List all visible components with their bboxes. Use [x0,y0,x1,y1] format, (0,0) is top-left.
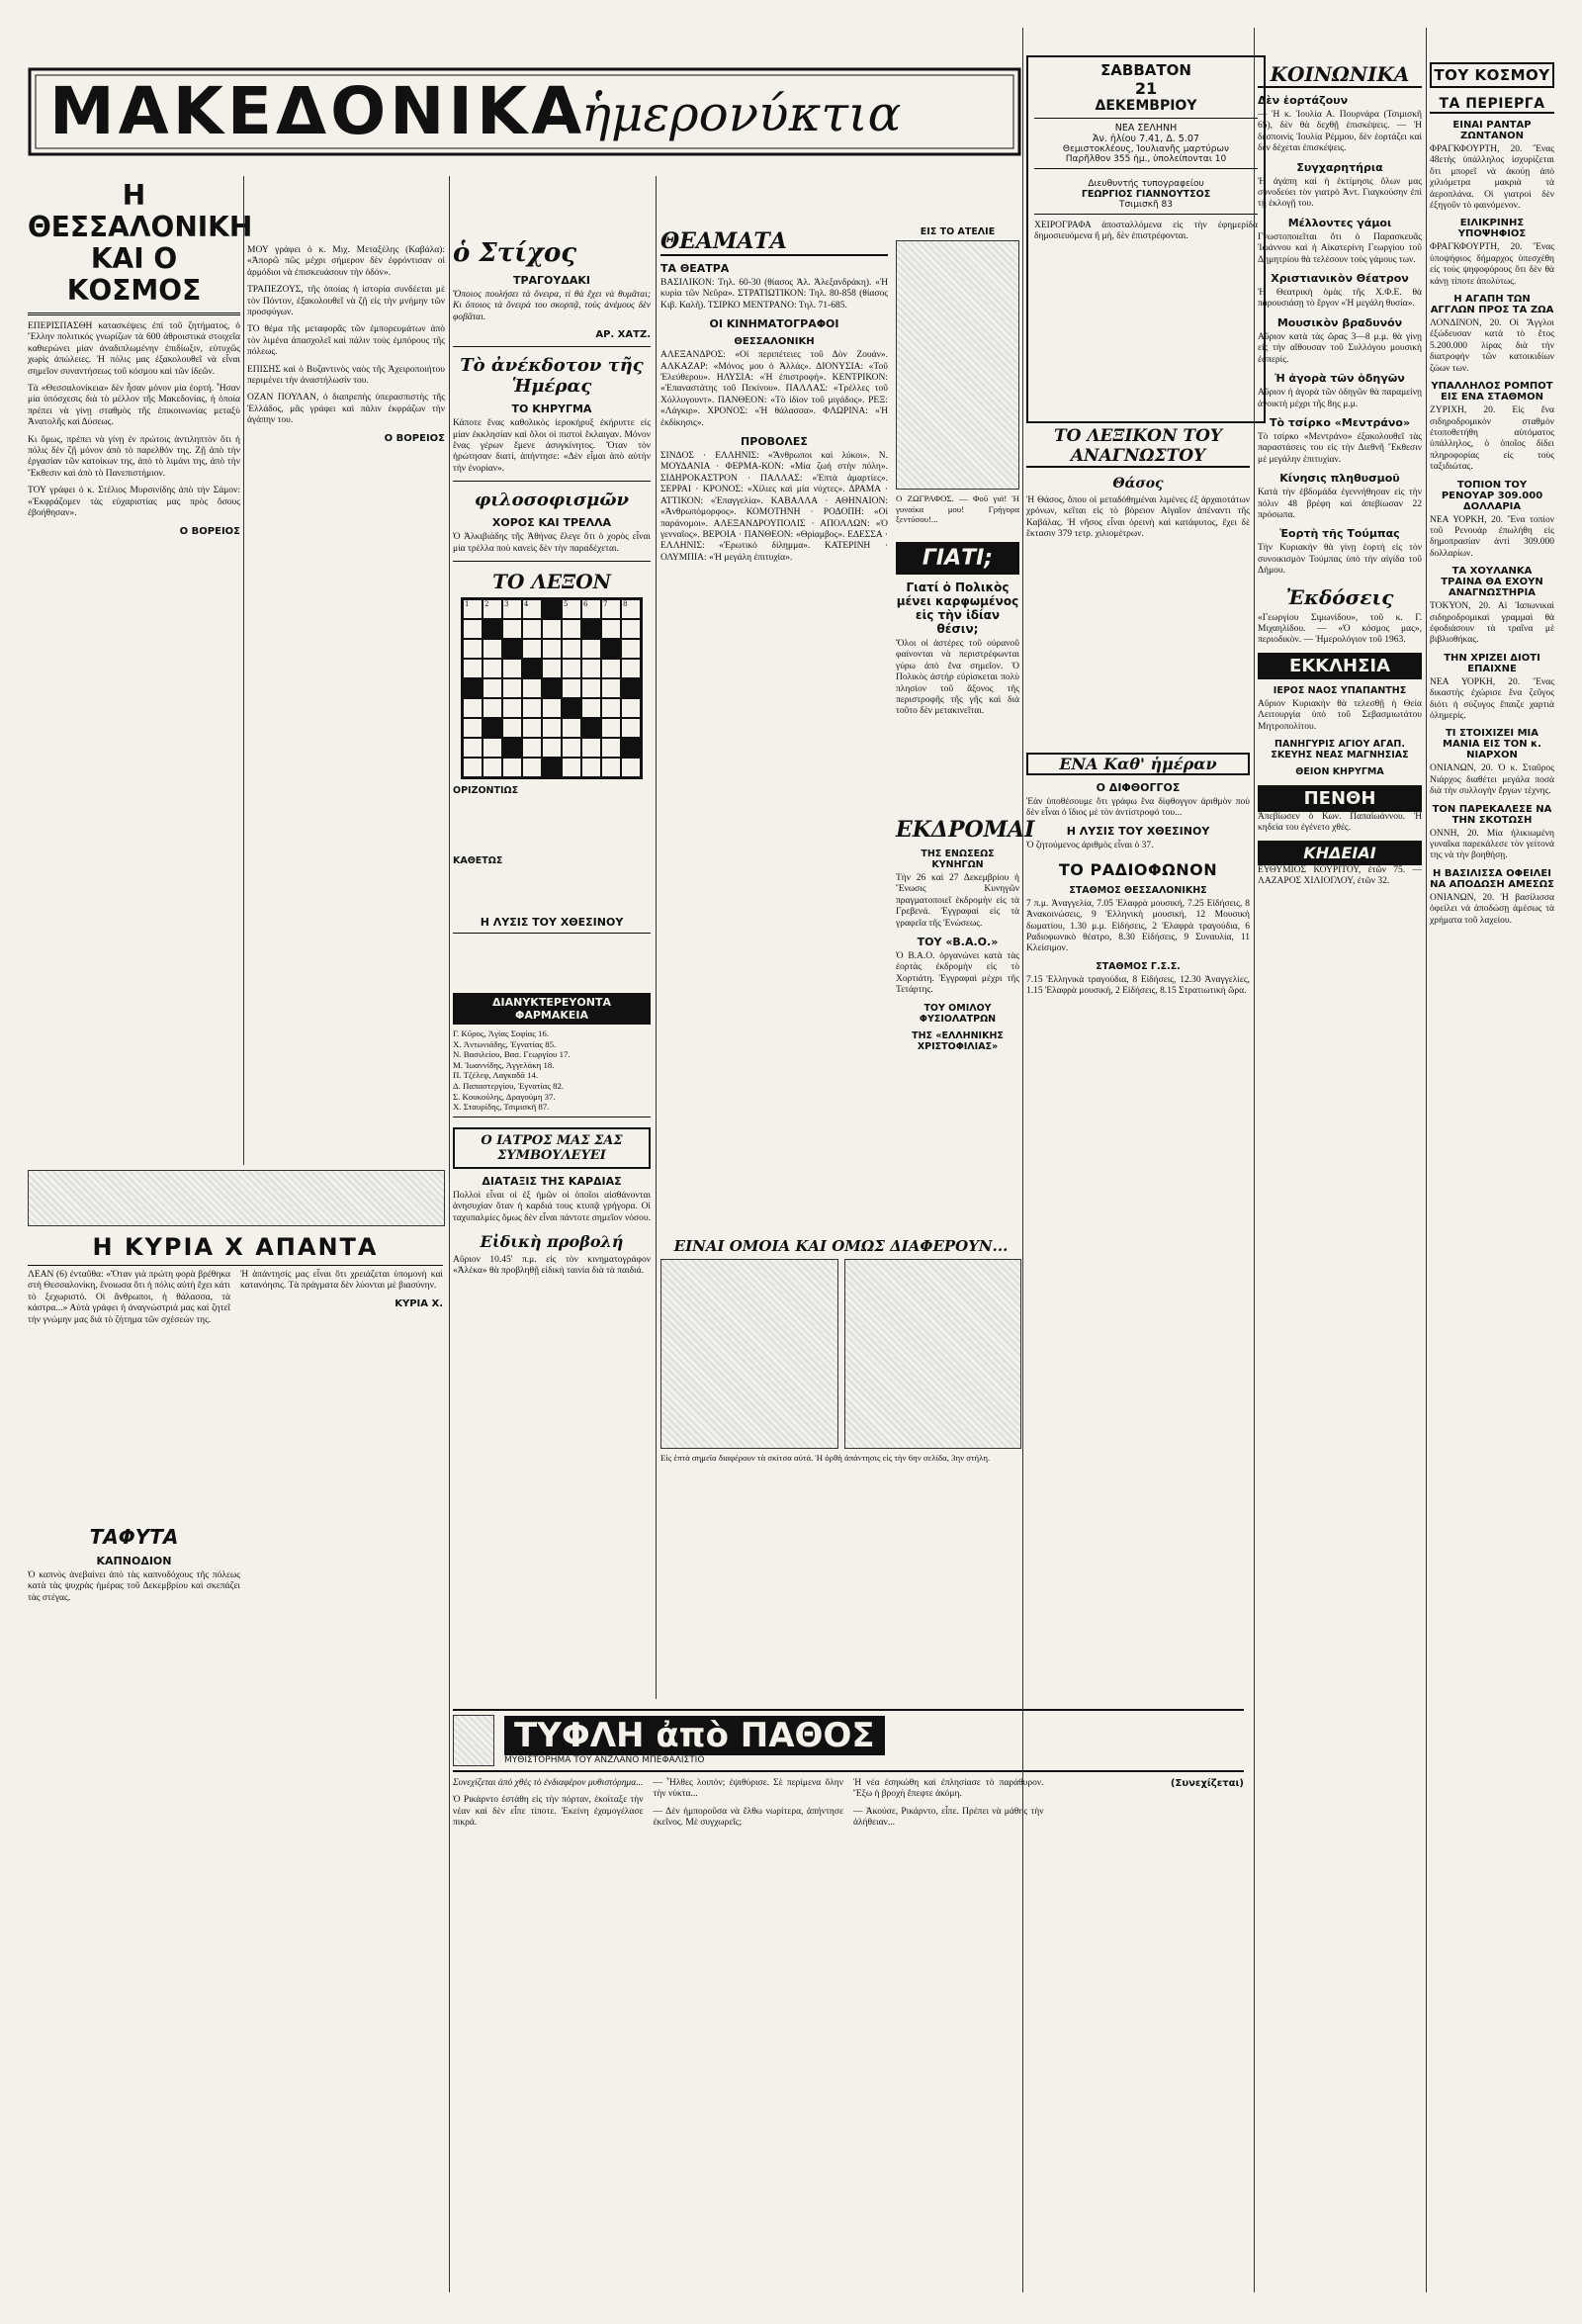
anekdoton-title: Τὸ ἀνέκδοτον τῆς Ἡμέρας [460,355,644,398]
cw-cell[interactable] [502,718,522,738]
lexon-solution-title: Η ΛΥΣΙΣ ΤΟΥ ΧΘΕΣΙΝΟΥ [480,916,624,930]
ta-periergа-title: ΤΑ ΠΕΡΙΕΡΓΑ [1430,96,1554,114]
serial-continued: (Συνεχίζεται) [1170,1778,1244,1789]
cw-cell[interactable] [601,678,621,698]
toleksikon-title: ΤΟ ΛΕΞΙΚΟΝ ΤΟΥ ΑΝΑΓΝΩΣΤΟΥ [1026,426,1250,468]
cw-cell[interactable] [621,619,641,639]
periergа-item [1430,804,1554,862]
filosofismon-title: φιλοσοφισμῶν [475,490,629,511]
spot-difference-title: ΕΙΝΑΙ ΟΜΟΙΑ ΚΑΙ ΟΜΩΣ ΔΙΑΦΕΡΟΥΝ... [673,1237,1009,1255]
periergа-item-title: ΤΗΝ ΧΡΙΖΕΙ ΔΙΟΤΙ ΕΠΑΙΧΝΕ [1444,652,1540,674]
periergа-item-title: ΤΑ ΧΟΥΛΑΝΚΑ ΤΡΑΙΝΑ ΘΑ ΕΧΟΥΝ ΑΝΑΓΝΩΣΤΗΡΙΑ [1441,566,1543,599]
periergа-item-text: ΟΝΙΑΝΩΝ, 20. Ἡ βασίλισσα ὀφείλει νὰ ἀποδώσῃ ἀμέσως τὰ χρήματα τοῦ λαχείου. [1430,892,1554,926]
cw-cell[interactable] [601,718,621,738]
cw-cell[interactable] [562,639,581,659]
cw-cell[interactable] [621,718,641,738]
newspaper-page [28,28,1554,2296]
atelie-title: ΕΙΣ ΤΟ ΑΤΕΛΙΕ [920,226,996,237]
pharmacy-item: Χ. Σταυρίδης, Τσιμισκῆ 87. [453,1102,550,1113]
column-divider [1426,28,1427,2292]
cw-block [621,738,641,758]
cw-cell[interactable] [562,718,581,738]
cw-block [581,718,601,738]
spot-difference-right [844,1259,1022,1449]
cw-block [463,678,483,698]
periergа-item [1430,566,1554,647]
cw-block [522,659,542,678]
periergа-item [1430,120,1554,212]
periergа-item [1430,653,1554,723]
director-address: Τσιμισκῆ 83 [1118,200,1174,210]
periergа-item-text: ΟΝΝΗ, 20. Μία ἡλικιωμένη γυναῖκα παρεκάλεσε τὸν γείτονά της νὰ τὴν βοηθήσῃ. [1430,828,1554,861]
filosofismon-text: Ὁ Ἀλκιβιάδης τῆς Ἀθήνας ἔλεγε ὅτι ὁ χορὸς εἶναι μία τρέλλα ποὺ κανεὶς δὲν τὴν παραδέχεται. [453,532,651,554]
col1-p4: ΤΟΥ γράφει ὁ κ. Στέλιος Μυρσινίδης ἀπὸ τὴν Σάμον: «Ἐκφράζομεν τὰς εὐχαριστίας μας πρὸς ὅσους ἐβοήθησαν». [28,486,240,519]
cw-cell[interactable] [542,698,562,718]
pharmacy-item: Γ. Κῦρος, Ἁγίας Σοφίας 16. [453,1028,549,1039]
date-number: 21 [1134,79,1158,98]
doctor-advice-text: Πολλοὶ εἶναι οἱ ἐξ ἡμῶν οἱ ὁποῖοι αἰσθάνονται ἀνησυχίαν ὅταν ἡ καρδιά τους κτυπᾷ γρήγορα. Οἱ ταχυπαλμίες ὅμως δὲν εἶναι πάντοτε σημεῖον νόσου. [453,1190,651,1223]
cw-block [621,678,641,698]
cw-cell[interactable] [542,659,562,678]
periergа-item [1430,480,1554,561]
cw-cell[interactable] [502,698,522,718]
masthead-title: ΜΑΚΕΔΟΝΙΚΑ [49,73,586,149]
atelie-picture [896,240,1019,490]
col1-p1: ΕΠΕΡΙΣΠΑΣΘΗ κατασκέψεις ἐπί τοῦ ζητήματος, ὁ Ἕλλην πολιτικός γνωρίζων τὰ 600 ἀθροιστικά στοιχεῖα καθιερώνει μίαν ἀναδιπλωμένην ἐπιδίωξιν, εὐτυχῶς χωρὶς ἀπώλειες. Ἡ πόλις μας ἐξακολουθεῖ νὰ εἶναι σημεῖον συναντήσεως τοῦ κόσμου καὶ τῶν ἰδεῶν. [28,321,240,377]
spot-difference-caption: Εἰς ἑπτὰ σημεῖα διαφέρουν τὰ σκίτσα αὐτά. Ἡ ὀρθὴ ἀπάντησις εἰς τὴν 6ην σελίδα, 3ην στήλη. [660,1453,991,1463]
cw-cell[interactable] [621,698,641,718]
col1-p3: Κι ὅμως, πρέπει νὰ γίνῃ ἐν πρώτοις ἀντιληπτὸν ὅτι ἡ πόλις δὲν ζῇ μόνον ἀπὸ τὸ παρελθόν της. Ζῇ ἀπὸ τὴν ἐργασίαν τῶν κατοίκων της, ἀπὸ τὸ λιμάνι της, ἀπὸ τὴν Ἔκθεσιν καὶ ἀπὸ τὸ Πανεπιστήμιον. [28,434,240,479]
giati-title: ΓΙΑΤΙ; [896,542,1019,575]
kyrigma-title: ΤΟ ΚΗΡΥΓΜΑ [511,402,592,416]
cw-cell[interactable]: 3 [502,599,522,619]
enakathimeran-title: ΕΝΑ Καθ' ἡμέραν [1026,753,1250,775]
stichos-signature: ΑΡ. ΧΑΤΖ. [595,329,651,341]
cw-cell[interactable] [483,659,502,678]
column-divider [243,176,244,1165]
pharmacy-item: Δ. Παπαστεργίου, Ἐγνατίας 82. [453,1081,565,1092]
agora-text: Αὔριον ἡ ἀγορὰ τῶν ὁδηγῶν θὰ παραμείνῃ ἀνοικτὴ μέχρι τῆς 8ης μ.μ. [1258,388,1422,409]
col2-p5: ΟΖΑΝ ΠΟΥΛΑΝ, ὁ διαπρεπὴς ὑπερασπιστὴς τῆς Ἑλλάδος, μᾶς γράφει καὶ πάλιν ἐκφράζων τὴν ἀγάπην του. [247,393,445,426]
masthead-script: ἡμερονύκτια [581,85,902,142]
col2-p2: ΤΡΑΠΕΖΟΥΣ, τῆς ὁποίας ἡ ἱστορία συνδέεται μὲ τὸν Πόντον, ἐξακολουθεῖ νὰ ζῇ εἰς τὴν μνήμην τῶν προσφύγων. [247,285,445,318]
pharmacy-item: Μ. Ἰωαννίδης, Ἀγγελάκη 18. [453,1059,555,1070]
periergа-item-text: ΦΡΑΓΚΦΟΥΡΤΗ, 20. Ἕνας 48ετὴς ὑπάλληλος ἰσχυρίζεται ὅτι μπορεῖ νὰ ἀκούῃ ἀπὸ χιλιόμετρα μακριὰ τὰ ἀεροπλάνα. Οἱ γιατροὶ δὲν ἐξηγοῦν τὸ φαινόμενον. [1430,144,1554,212]
column-divider [656,176,657,1699]
cw-block [542,678,562,698]
periergа-item-text: ΟΝΙΑΝΩΝ, 20. Ὁ κ. Σταῦρος Νιάρχος διαθέτει μεγάλα ποσὰ διὰ τὴν συλλογὴν ἔργων τέχνης. [1430,763,1554,797]
cw-cell[interactable] [601,659,621,678]
theatra-text: ΒΑΣΙΛΙΚΟΝ: Τηλ. 60-30 (θίασος Ἀλ. Ἀλεξανδράκη). «Ἡ κυρία τῶν Νεῦρα». ΣΤΡΑΤΙΩΤΙΚΟΝ: Τηλ. 80-858 (θίασος Κιβ. Καλῆ). ΤΣΙΡΚΟ ΜΕΝΤΡΑΝΟ: Τηλ. 71-685. [660,278,888,311]
cw-cell[interactable]: 2 [483,599,502,619]
gamoi-text: Γνωστοποιεῖται ὅτι ὁ Παρασκευᾶς Ἰωάννου καὶ ἡ Αἰκατερίνη Γεωργίου τοῦ Δημητρίου θὰ τελέσουν τοὺς γάμους των. [1258,231,1422,265]
column-4 [660,221,888,570]
cw-cell[interactable] [502,659,522,678]
ekklisia-subtitle: ΙΕΡΟΣ ΝΑΟΣ ΥΠΑΠΑΝΤΗΣ [1273,684,1407,696]
cw-cell[interactable] [562,758,581,777]
cw-block [502,639,522,659]
cw-cell[interactable] [463,718,483,738]
column-divider [449,176,450,2292]
provoles-text: ΣΙΝΔΟΣ · ΕΛΛΗΝΙΣ: «Ἄνθρωποι καὶ λύκοι». Ν. ΜΟΥΔΑΝΙΑ · ΦΕΡΜΑ-ΚΟΝ: «Μία ζωή στὴν πόλη». ΣΙΔΗΡΟΚΑΣΤΡΟΝ · ΠΑΛΛΑΣ: «Ἐπτὰ ἁμαρτίες». ΣΕΡΡΑΙ · ΚΡΟΝΟΣ: «Χίλιες καὶ μία νύχτες». ΔΡΑΜΑ · ΑΤΤΙΚΟΝ: «Ἐπαγγελία». ΚΑΒΑΛΛΑ · ΑΘΗΝΑΙΟΝ: «Ἀνθρωπόμορφος». ΚΟΜΟΤΗΝΗ · ΡΟΔΟΠΗ: «Οἱ παράνομοι». ΑΛΕΞΑΝΔΡΟΥΠΟΛΙΣ · ΑΠΟΛΛΩΝ: «Ὁ γενναῖος». ΒΕΡΟΙΑ · ΠΑΝΘΕΟΝ: «Θρίαμβος». ΕΔΕΣΣΑ · ΕΛΛΗΝΙΣ: «Ἐρωτικὸ δίλημμα». ΚΑΤΕΡΙΝΗ · ΟΛΥΜΠΙΑ: «Ἡ μεγάλη ἐπιτυχία». [660,451,888,563]
cw-cell[interactable] [581,698,601,718]
kideiai-title: ΚΗΔΕΙΑΙ [1258,841,1422,865]
cw-cell[interactable] [502,758,522,777]
cw-cell[interactable] [522,718,542,738]
katheta-label: ΚΑΘΕΤΩΣ [453,855,503,867]
cw-cell[interactable] [621,639,641,659]
cw-cell[interactable] [581,678,601,698]
periergа-item-text: ΦΡΑΓΚΦΟΥΡΤΗ, 20. Ἕνας ὑποψήφιος δήμαρχος ὑπεσχέθη εἰς τοὺς ψηφοφόρους ὅτι δὲν θὰ κάνῃ τίποτε ἀπολύτως. [1430,242,1554,287]
sygharitiria-text: Ἡ ἀγάπη καὶ ἡ ἐκτίμησις ὅλων μας συνοδεύει τὸν γιατρὸ Ἀντ. Γιαγκούσην ἐπὶ τῇ ἐκλογῇ του. [1258,176,1422,210]
ekdromai-text: Τὴν 26 καὶ 27 Δεκεμβρίου ἡ Ἕνωσις Κυνηγῶν πραγματοποιεῖ ἐκδρομὴν εἰς τὰ Γρεβενά. Ἐγγραφαὶ εἰς τὰ γραφεῖα τῆς Ἑνώσεως. [896,873,1019,929]
cw-cell[interactable] [522,758,542,777]
pharmacy-item: Σ. Κουκούλης, Δραγούμη 37. [453,1091,556,1102]
cw-cell[interactable] [502,678,522,698]
cw-cell[interactable] [542,738,562,758]
difthoggos-text: Ἐὰν ὑποθέσουμε ὅτι γράφω ἕνα δίφθογγον ἀριθμὸν ποὺ δὲν εἶναι ὁ ἴδιος μὲ τὸν ἀντίστροφό του... [1026,796,1250,819]
masthead [28,28,1021,176]
kyria-x-text-2: Ἡ ἀπάντησίς μας εἶναι ὅτι χρειάζεται ὑπομονὴ καὶ κατανόησις. Τὰ πράγματα δὲν λύονται μὲ βιασύνην. [240,1270,443,1292]
date-sun: Ἀν. ἡλίου 7.41, Δ. 5.07 [1093,134,1199,144]
column-3 [453,230,651,1284]
periergа-item-text: ΤΟΚΥΟΝ, 20. Αἱ Ἰαπωνικαὶ σιδηροδρομικαὶ γραμμαὶ θὰ ἐφοδιάσουν τὰ τραῖνα μὲ βιβλιοθήκας. [1430,601,1554,646]
periergа-item-text: ΝΕΑ ΥΟΡΚΗ, 20. Ἕνας δικαστὴς ἐχώρισε ἕνα ζεῦγος διότι ἡ σύζυγος ἔπαιζε χαρτιὰ ὁλημερίς. [1430,676,1554,721]
stichos-subtitle: ΤΡΑΓΟΥΔΑΚΙ [512,274,591,287]
spot-difference-picture [660,1259,1021,1449]
penthi-text: Ἀπεβίωσεν ὁ Κων. Παπαϊωάννου. Ἡ κηδεία του ἐγένετο χθές. [1258,812,1422,834]
tou-kosmou-title: ΤΟΥ ΚΟΣΜΟΥ [1430,62,1554,88]
eorti-title: Ἑορτὴ τῆς Τούμπας [1279,527,1400,541]
cw-cell[interactable] [621,659,641,678]
periergа-item-title: ΕΙΝΑΙ ΡΑΝΤΑΡ ΖΩΝΤΑΝΟΝ [1452,120,1532,141]
tsirko-text: Τὸ τσίρκο «Μεντράνο» ἐξακολουθεῖ τὰς παραστάσεις του εἰς τὴν Διεθνῆ Ἔκθεσιν μὲ μεγάλην ἐπιτυχίαν. [1258,431,1422,465]
kinisis-title: Κίνησις πληθυσμοῦ [1279,472,1400,486]
masthead-banner [28,67,1021,156]
cw-block [542,599,562,619]
spot-difference [660,1229,1021,1470]
cw-cell[interactable] [463,758,483,777]
theamata-title: ΘΕΑΜΑΤΑ [660,228,888,256]
serial-subtitle: ΜΥΘΙΣΤΟΡΗΜΑ ΤΟΥ ΑΝΖΛΑΝΟ ΜΠΕΦΑΛΙΣΤΙΟ [504,1755,705,1765]
giati-section [896,542,1019,724]
cw-cell[interactable] [522,738,542,758]
column-6 [1258,62,1422,894]
den-eortazoun-text: — Ἡ κ. Ἰουλία Α. Πουρνάρα (Τσιμισκῆ 65), δὲν θὰ δεχθῇ ἐπισκέψεις. — Ἡ δεσποινὶς Ἰουλία Ρέμμου, δὲν ἑορτάζει καὶ δὲν δέχεται ἐπισκέψεις. [1258,110,1422,154]
periergа-item-title: ΤΙ ΣΤΟΙΧΙΖΕΙ ΜΙΑ ΜΑΝΙΑ ΕΙΣ ΤΟΝ κ. ΝΙΑΡΧΟΝ [1443,728,1541,761]
provoles-title: ΠΡΟΒΟΛΕΣ [741,435,808,449]
column-divider [1022,28,1023,2292]
column-5 [1026,418,1250,1004]
theatron-title: Χριστιανικὸν Θέατρον [1271,272,1409,286]
cw-cell[interactable] [522,678,542,698]
giati-text: Ὅλοι οἱ ἀστέρες τοῦ οὐρανοῦ φαίνονται νὰ περιστρέφωνται γύρω ἀπὸ ἕνα σημεῖον. Ὁ Πολικὸς ἀστὴρ εὑρίσκεται πολὺ πλησίον τοῦ ἄξονος τῆς περιστροφῆς τῆς γῆς καὶ διὰ τοῦτο δὲν μετακινεῖται. [896,639,1019,717]
doctor-advice-title: Ο ΙΑΤΡΟΣ ΜΑΣ ΣΑΣ ΣΥΜΒΟΥΛΕΥΕΙ [453,1127,651,1169]
cw-cell[interactable] [483,758,502,777]
cw-cell[interactable] [463,659,483,678]
cw-cell[interactable] [483,678,502,698]
kine-title: ΟΙ ΚΙΝΗΜΑΤΟΓΡΑΦΟΙ [709,317,839,331]
tafyta-section [28,1521,240,1610]
pharmacy-item: Π. Τζέλεφ, Λαγκαδᾶ 14. [453,1070,539,1081]
cw-block [581,619,601,639]
date-day: ΣΑΒΒΑΤΟΝ [1100,61,1191,79]
special-screening-title: Εἰδικὴ προβολή [480,1232,624,1252]
serial-portrait [453,1715,494,1766]
periergа-item [1430,294,1554,375]
radio-title: ΤΟ ΡΑΔΙΟΦΩΝΟΝ [1058,859,1218,879]
difthoggos-solution: Ὁ ζητούμενος ἀριθμὸς εἶναι ὁ 37. [1026,841,1154,851]
theion-title: ΘΕΙΟΝ ΚΗΡΥΓΜΑ [1295,766,1384,777]
periergа-item-title: ΤΟΝ ΠΑΡΕΚΑΛΕΣΕ ΝΑ ΤΗΝ ΣΚΟΤΩΣΗ [1432,803,1552,826]
serial-p2: — Ἦλθες λοιπόν; ἐψιθύρισε. Σὲ περίμενα ὅλην τὴν νύκτα... [653,1778,843,1800]
ekdromai-title: ΕΚΔΡΟΜΑΙ [896,817,1035,843]
col2-signature: Ο ΒΟΡΕΙΟΣ [384,432,445,444]
panigyris-title: ΠΑΝΗΓΥΡΙΣ ΑΓΙΟΥ ΑΓΑΠ. ΣΚΕΥΗΣ ΝΕΑΣ ΜΑΓΝΗΣΙΑΣ [1271,739,1409,760]
ekklisia-text: Αὔριον Κυριακὴν θὰ τελεσθῇ ἡ Θεία Λειτουργία ὑπὸ τοῦ Σεβασμιωτάτου Μητροπολίτου. [1258,698,1422,732]
tsirko-title: Τὸ τσίρκο «Μεντράνο» [1269,415,1411,429]
cw-cell[interactable] [562,619,581,639]
pharmacies-list [453,1028,651,1113]
den-eortazoun-title: Δὲν ἑορτάζουν [1258,94,1349,107]
thasos-text: Ἡ Θάσος, ὅπου οἱ μεταδόθημέναι λιμένες ἐξ ἀρχαιοτάτων χρόνων, κεῖται εἰς τὸ βόρειον Αἰγαῖον ἀπέναντι τῆς Καβάλας. Ἡ νῆσος εἶναι ὀρεινὴ καὶ κατάφυτος, ἔχει δὲ ἔκτασιν 379 τετρ. χιλιομέτρων. [1026,495,1250,540]
periergа-item [1430,381,1554,473]
cw-cell[interactable] [601,758,621,777]
theatron-text: Ἡ Θεατρικὴ ὁμὰς τῆς Χ.Φ.Ε. θὰ παρουσιάσῃ τὸ ἔργον «Ἡ μεγάλη θυσία». [1258,288,1422,310]
difthoggos-solution-title: Η ΛΥΣΙΣ ΤΟΥ ΧΘΕΣΙΝΟΥ [1066,825,1210,839]
cw-cell[interactable]: 4 [522,599,542,619]
mousikon-title: Μουσικὸν βραδυνόν [1276,315,1403,329]
penthi-title: ΠΕΝΘΗ [1258,785,1422,812]
cherubs-illustration [28,1170,445,1226]
radio-text-2: 7.15 Ἑλληνικὰ τραγούδια, 8 Εἰδήσεις, 12.30 Ἀναγγελίες, 1.15 Ἐλαφρὰ μουσική, 2 Εἰδήσεις, 8.15 Στρατιωτικὴ ὥρα. [1026,974,1250,997]
cw-cell[interactable] [483,738,502,758]
radio-station-1: ΣΤΑΘΜΟΣ ΘΕΣΣΑΛΟΝΙΚΗΣ [1069,884,1207,896]
mousikon-text: Αὔριον κατὰ τὰς ὥρας 3—8 μ.μ. θὰ γίνῃ εἰς τὴν αἴθουσαν τοῦ Συλλόγου μουσικὴ ἐσπερίς. [1258,331,1422,365]
cw-block [483,619,502,639]
periergа-item-text: ΝΕΑ ΥΟΡΚΗ, 20. Ἕνα τοπίον τοῦ Ρενουάρ ἐπωλήθη εἰς δημοπρασίαν ἀντὶ 309.000 δολλαρίων. [1430,514,1554,559]
cw-cell[interactable] [601,698,621,718]
filosofismon-subtitle: ΧΟΡΟΣ ΚΑΙ ΤΡΕΛΛΑ [491,516,612,530]
kyrigma-text: Κάποτε ἕνας καθολικὸς ἱεροκήρυξ ἐκήρυττε εἰς μίαν ἐκκλησίαν καὶ ὅλοι οἱ πιστοὶ ἔκλαιγαν. Μόνον ἕνας γέρων ἔμενε ἀσυγκίνητος. Ὅταν τὸν ἠρώτησαν διατί, ἀπήντησε: «Δὲν εἶμαι ἀπὸ αὐτὴν τὴν ἐνορίαν». [453,418,651,474]
kyria-x-signature: ΚΥΡΙΑ Χ. [395,1297,443,1309]
christofilia-title: ΤΗΣ «ΕΛΛΗΝΙΚΗΣ ΧΡΙΣΤΟΦΙΛΙΑΣ» [912,1029,1004,1052]
radio-station-2: ΣΤΑΘΜΟΣ Γ.Σ.Σ. [1096,960,1181,972]
cw-block [483,718,502,738]
spot-difference-left [660,1259,838,1449]
difthoggos-title: Ο ΔΙΦΘΟΓΓΟΣ [1096,780,1181,794]
tafyta-title: ΤΑΦΥΤΑ [89,1525,179,1549]
serial-p1: Ὁ Ρικάρντο ἐστάθη εἰς τὴν πόρταν, ἐκοίταξε τὴν νέαν καὶ δὲν εἶπε τίποτε. Ἐκείνη ἐχαμογέλασε πικρά. [453,1795,644,1829]
pharmacy-item: Χ. Ἀντωνιάδης, Ἐγνατίας 85. [453,1038,557,1049]
kideiai-text: ΕΥΘΥΜΙΟΣ ΚΟΥΡΙΤΟΥ, ἐτῶν 75. — ΛΑΖΑΡΟΣ ΧΙΛΙΟΓΛΟΥ, ἐτῶν 32. [1258,864,1422,887]
cw-cell[interactable] [483,698,502,718]
col1-p2: Τὰ «Θεσσαλονίκεια» δὲν ἦσαν μόνον μία ἐορτή. Ἦσαν μία ὑπόσχεσις διὰ τὸ μέλλον τῆς Μακεδονίας, ἡ ὁποία πρέπει νὰ γίνῃ σταθμὸς τῆς ἐπικοινωνίας μεταξὺ Ἀνατολῆς καὶ Δύσεως. [28,384,240,428]
kyria-x-title: Η ΚΥΡΙΑ Χ ΑΠΑΝΤΑ [92,1233,379,1261]
stichos-poem: Ὅποιος πουλήσει τὰ ὄνειρα, τὶ θὰ ἔχει νὰ θυμᾶται; Κι ὅποιος τὰ ὄνειρά του σκορπᾷ, τοὺς ἀνέμους δὲν φοβᾶται. [453,290,651,322]
col2-p1: ΜΟΥ γράφει ὁ κ. Μιχ. Μεταξέλης (Καβάλα): «Ἀπορῶ πῶς μέχρι σήμερον δὲν ἐφρόντισαν οἱ ἁρμόδιοι νὰ ἐπισκευάσουν τὴν ὁδόν». [247,245,445,278]
cw-cell[interactable] [621,758,641,777]
ekdoseis-text: «Γεωργίου Σιμωνίδου», τοῦ κ. Γ. Μιχαηλίδου. — «Ὁ κόσμος μας», περιοδικὸν. — Ἡμερολόγιον τοῦ 1963. [1258,612,1422,646]
cw-block [562,698,581,718]
theatra-title: ΤΑ ΘΕΑΤΡΑ [660,262,730,275]
cw-block [502,738,522,758]
cw-cell[interactable]: 8 [621,599,641,619]
gamoi-title: Μέλλοντες γάμοι [1287,216,1392,229]
periergа-item-title: ΕΙΛΙΚΡΙΝΗΣ ΥΠΟΨΗΦΙΟΣ [1457,218,1527,240]
atelie-cartoon [896,221,1019,531]
periergа-item-title: ΥΠΑΛΛΗΛΟΣ ΡΟΜΠΟΤ ΕΙΣ ΕΝΑ ΣΤΑΘΜΟΝ [1431,381,1553,403]
ekdromai-subtitle: ΤΗΣ ΕΝΩΣΕΩΣ ΚΥΝΗΓΩΝ [921,849,995,870]
periergа-item-title: Η ΑΓΑΠΗ ΤΩΝ ΑΓΓΛΩΝ ΠΡΟΣ ΤΑ ΖΩΑ [1430,294,1554,316]
giati-question: Γιατί ὁ Πολικὸς μένει καρφωμένος εἰς τὴν ἰδίαν θέσιν; [896,581,1019,636]
cw-cell[interactable] [522,619,542,639]
agora-title: Ἡ ἀγορὰ τῶν ὁδηγῶν [1274,372,1405,386]
cw-cell[interactable] [502,619,522,639]
cw-cell[interactable] [581,639,601,659]
col1-headline: Η ΘΕΣΣΑΛΟΝΙΚΗ ΚΑΙ Ο ΚΟΣΜΟΣ [28,179,253,307]
tafyta-subtitle: ΚΑΠΝΟΔΙΟΝ [96,1555,172,1567]
pharmacy-item: Ν. Βασιλείου, Βασ. Γεωργίου 17. [453,1049,571,1060]
cw-cell[interactable]: 7 [601,599,621,619]
date-month: ΔΕΚΕΜΒΡΙΟΥ [1095,98,1197,114]
cw-cell[interactable] [562,659,581,678]
director-title: Διευθυντής τυπογραφείου [1088,179,1204,189]
periergа-item [1430,218,1554,288]
stichos-title: ὁ Στίχος [453,238,577,268]
serial-p5: — Ἀκούσε, Ρικάρντο, εἶπε. Πρέπει νὰ μάθης τὴν ἀλήθειαν... [853,1806,1044,1829]
bao-text: Ὁ Β.Α.Ο. ὀργανώνει κατὰ τὰς ἑορτὰς ἐκδρομὴν εἰς τὸ Χορτιάτη. Ἐγγραφαὶ μέχρι τῆς Τετάρτης. [896,951,1019,996]
bao-title: ΤΟΥ «Β.Α.Ο.» [917,936,999,949]
cw-cell[interactable] [483,639,502,659]
thasos-title: Θάσος [1112,476,1164,492]
serial-p4: Ἡ νέα ἐσηκώθη καὶ ἐπλησίασε τὸ παράθυρον. Ἔξω ἡ βροχὴ ἔπεφτε ἀκόμη. [853,1778,1044,1800]
cw-cell[interactable] [581,659,601,678]
cw-cell[interactable]: 1 [463,599,483,619]
cw-block [601,639,621,659]
crossword-grid[interactable] [461,597,643,779]
periergа-item-text: ΛΟΝΔΙΝΟΝ, 20. Οἱ Ἄγγλοι ἐξώδευσαν κατὰ τὸ ἔτος 5.200.000 λίρας διὰ τὴν διατροφὴν τῶν κατοικιδίων ζώων των. [1430,318,1554,374]
cw-cell[interactable] [562,738,581,758]
manuscripts-note: ΧΕΙΡΟΓΡΑΦΑ ἀποσταλλόμενα εἰς τὴν ἐφημερίδα δημοσιευόμενα ἢ μὴ, δὲν ἐπιστρέφονται. [1034,221,1258,242]
kyria-x-text: ΛΕΑΝ (6) ἐνταῦθα: «Ὅταν γιὰ πρώτη φορὰ βρέθηκα στὴ Θεσσαλονίκη, ἔνοιωσα ὅτι ἡ πόλις αὐτὴ ἔχει κάτι τὸ ξεχωριστό. Οἱ ἄνθρωποι, ἡ θάλασσα, τὰ κάστρα...» Αὐτὰ γράφει ἡ ἀναγνώστριά μας καὶ ζητεῖ τὴν γνώμην μας διὰ τὸ ζήτημα τῶν σχέσεών της. [28,1270,230,1325]
doctor-advice-subtitle: ΔΙΑΤΑΞΙΣ ΤΗΣ ΚΑΡΔΙΑΣ [482,1174,622,1188]
ekklisia-title: ΕΚΚΛΗΣΙΑ [1258,653,1422,679]
sygharitiria-title: Συγχαρητήρια [1296,160,1383,174]
serial-p3: — Δὲν ἠμποροῦσα νὰ ἔλθω νωρίτερα, ἀπήντησε ἐκεῖνος. Μὲ συγχωρεῖς; [653,1806,843,1829]
column-7 [1430,62,1554,933]
cw-cell[interactable] [522,698,542,718]
serial-banner [453,1709,1244,1772]
serial-story [453,1709,1244,1830]
special-screening-text: Αὔριον 10.45' π.μ. εἰς τὸν κινηματογράφον «Ἀλέκα» θὰ προβληθῇ εἰδικὴ ταινία διὰ τὰ παιδιά. [453,1255,651,1277]
col1-signature: Ο ΒΟΡΕΙΟΣ [179,525,240,537]
cw-cell[interactable] [562,678,581,698]
serial-title: ΤΥΦΛΗ ἀπὸ ΠΑΘΟΣ [504,1716,885,1755]
date-box [1026,55,1266,423]
cw-cell[interactable] [542,639,562,659]
date-line2: Παρῆλθον 355 ἡμ., ὑπολείπονται 10 [1065,154,1227,164]
cw-cell[interactable] [463,619,483,639]
periergа-item [1430,868,1554,927]
tafyta-text: Ὁ καπνὸς ἀνεβαίνει ἀπὸ τὰς καπνοδόχους τῆς πόλεως κατὰ τὰς ψυχρὰς ἡμέρας τοῦ Δεκεμβρίου καὶ σκεπάζει τὰς στέγας. [28,1570,240,1603]
kine-text: ΑΛΕΞΑΝΔΡΟΣ: «Οἱ περιπέτειες τοῦ Δὸν Ζουάν». ΑΛΚΑΖΑΡ: «Μόνος μου ὁ Ἀλλάς». ΔΙΟΝΥΣΙΑ: «Τοῦ Ἐλεύθερου». ΗΛΥΣΙΑ: «Ἡ ἐπιστροφή». ΚΕΝΤΡΙΚΟΝ: «Ἐπαναστάτης τοῦ Πεκίνου». ΠΑΛΛΑΣ: «Τρέλλες τοῦ Χόλλυγουντ». ΠΑΝΘΕΟΝ: «Τὸ ἰδίον τοῦ μιγάδος». ΡΕΞ: «Λάγκιρ». ΧΡΟΝΟΣ: «Ἡ θάλασσα». ΦΛΩΡΙΝΑ: «Ἡ ἐκδίκησις». [660,350,888,428]
ekdromai-section [896,809,1035,1055]
cw-cell[interactable] [463,738,483,758]
cw-cell[interactable] [522,639,542,659]
cw-cell[interactable] [542,619,562,639]
kine-city: ΘΕΣΣΑΛΟΝΙΚΗ [734,336,815,348]
column-divider [1254,28,1255,2292]
kyria-x-story [28,1229,443,1326]
cw-cell[interactable] [463,698,483,718]
periergа-item-title: ΤΟΠΙΟΝ ΤΟΥ ΡΕΝΟΥΑΡ 309.000 ΔΟΛΛΑΡΙΑ [1441,479,1543,512]
cw-cell[interactable] [581,758,601,777]
fysiol-title: ΤΟΥ ΟΜΙΛΟΥ ΦΥΣΙΟΛΑΤΡΩΝ [919,1002,997,1025]
col2-p4: ΕΠΙΣΗΣ καὶ ὁ Βυζαντινὸς ναὸς τῆς Ἀχειροποιήτου περιμένει τὴν ἀναστήλωσίν του. [247,364,445,387]
serial-intro: Συνεχίζεται ἀπὸ χθὲς τὸ ἐνδιαφέρον μυθιστόρημα... [453,1778,644,1788]
lexon-title: ΤΟ ΛΕΞΟΝ [492,570,611,594]
date-line1: Θεμιστοκλέους, Ἰουλιανῆς μαρτύρων [1062,144,1230,154]
cw-cell[interactable] [463,639,483,659]
cw-cell[interactable] [601,619,621,639]
orizontios-label: ΟΡΙΖΟΝΤΙΩΣ [453,785,519,797]
radio-text-1: 7 π.μ. Ἀναγγελία, 7.05 Ἐλαφρὰ μουσική, 7.25 Εἰδήσεις, 8 Ἀνακοινώσεις, 9 Ἑλληνικὴ μουσική, 12 Μουσικὴ δωματίου, 1.30 μ.μ. Εἰδήσεις, 2 Ἐλαφρὰ τραγούδια, 6 Ραδιοφωνικὸ θέατρο, 8.30 Εἰδήσεις, 9 Συναυλία, 11 Κλείσιμον. [1026,898,1250,954]
cw-cell[interactable] [601,738,621,758]
cw-cell[interactable]: 5 [562,599,581,619]
kinisis-text: Κατὰ τὴν ἑβδομάδα ἐγεννήθησαν εἰς τὴν πόλιν 48 βρέφη καὶ ἀπεβίωσαν 22 πρόσωπα. [1258,488,1422,520]
atelie-caption: Ο ΖΩΓΡΑΦΟΣ. — Φοῦ γιά! Ἡ γυναίκα μου! Γρήγορα ξεντύσου!... [896,493,1019,525]
eorti-text: Τὴν Κυριακὴν θὰ γίνῃ ἑορτὴ εἰς τὸν συνοικισμὸν Τούμπας ὑπὸ τὴν αἰγίδα τοῦ Δήμου. [1258,543,1422,577]
koinonika-title: ΚΟΙΝΩΝΙΚΑ [1258,62,1422,88]
cw-block [542,758,562,777]
col2-p3: ΤΟ θέμα τῆς μεταφορᾶς τῶν ἐμπορευμάτων ἀπὸ τὸν λιμένα ἀπασχολεῖ καὶ πάλιν τοὺς ἐμπόρους τῆς πόλεως. [247,324,445,358]
column-2 [247,176,445,450]
cw-cell[interactable]: 6 [581,599,601,619]
column-1 [28,176,253,543]
cw-cell[interactable] [542,718,562,738]
ekdoseis-title: Ἐκδόσεις [1285,584,1394,609]
periergа-item-title: Η ΒΑΣΙΛΙΣΣΑ ΟΦΕΙΛΕΙ ΝΑ ΑΠΟΔΩΣΗ ΑΜΕΣΩΣ [1430,867,1554,890]
date-moon: ΝΕΑ ΣΕΛΗΝΗ [1114,123,1178,134]
pharmacies-title: ΔΙΑΝΥΚΤΕΡΕΥΟΝΤΑ ΦΑΡΜΑΚΕΙΑ [453,993,651,1025]
director-name: ΓΕΩΡΓΙΟΣ ΓΙΑΝΝΟΥΤΣΟΣ [1081,189,1211,200]
cw-cell[interactable] [581,738,601,758]
periergа-item-text: ΖΥΡΙΧΗ, 20. Εἰς ἕνα σιδηροδρομικὸν σταθμὸν ἐτοποθετήθη αὐτόματος ὑπάλληλος, ὁ ὁποῖος δίδει πληροφορίας εἰς τοὺς ταξιδιώτας. [1430,405,1554,473]
periergа-item [1430,728,1554,797]
